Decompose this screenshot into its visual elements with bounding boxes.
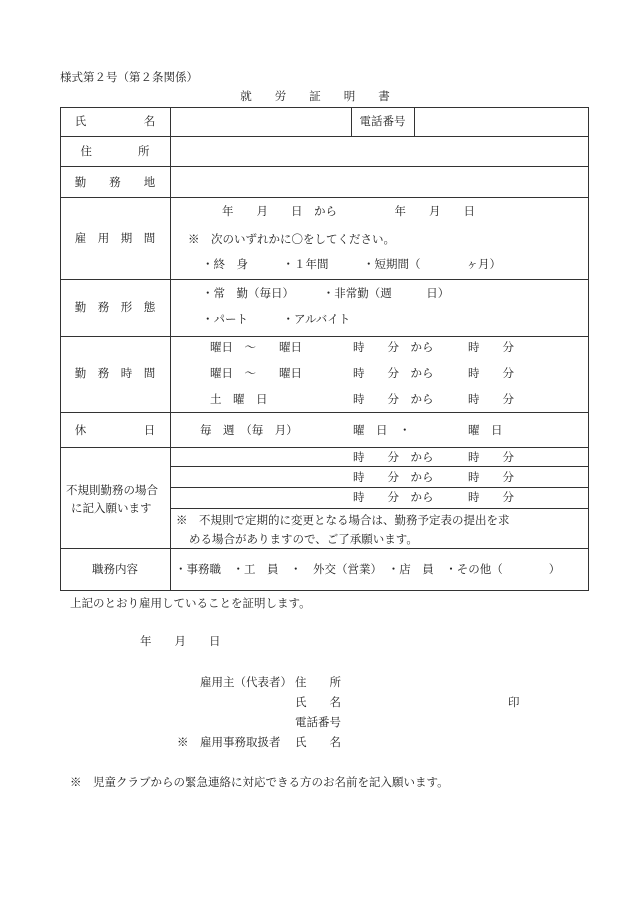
page-title: 就 労 証 明 書 (240, 89, 390, 103)
row-divider (60, 279, 589, 280)
address-label: 住 所 (80, 144, 150, 158)
workplace-label: 勤 務 地 (74, 175, 156, 189)
row-divider (60, 447, 589, 448)
certify-text: 上記のとおり雇用していることを証明します。 (70, 596, 311, 610)
name-field[interactable] (171, 108, 351, 136)
workplace-field[interactable] (171, 167, 588, 197)
phone-label: 電話番号 (359, 114, 406, 128)
seal-mark: 印 (508, 695, 520, 709)
phone-field[interactable] (415, 108, 588, 136)
address-field[interactable] (171, 137, 588, 166)
row-divider (60, 197, 589, 198)
work-type-label: 勤 務 形 態 (74, 300, 156, 314)
handler-name-label: 氏 名 (295, 735, 341, 749)
work-hours-times-1[interactable]: 時 分 から 時 分 (353, 340, 514, 354)
irregular-times-1[interactable]: 時 分 から 時 分 (353, 450, 514, 464)
table-border (60, 590, 589, 591)
irregular-label-line1: 不規則勤務の場合 (66, 483, 158, 497)
holidays-days[interactable]: 曜 日 ・ 曜 日 (353, 423, 503, 437)
row-divider (60, 548, 589, 549)
irregular-times-2[interactable]: 時 分 から 時 分 (353, 470, 514, 484)
work-hours-times-3[interactable]: 時 分 から 時 分 (353, 392, 514, 406)
work-hours-times-2[interactable]: 時 分 から 時 分 (353, 366, 514, 380)
work-hours-days-1[interactable]: 曜日 〜 曜日 (210, 340, 302, 354)
footer-note: ※ 児童クラブからの緊急連絡に対応できる方のお名前を記入願います。 (70, 775, 449, 789)
employer-label: 雇用主（代表者） (200, 675, 292, 689)
employment-period-note: ※ 次のいずれかに〇をしてください。 (188, 232, 395, 246)
row-divider (60, 412, 589, 413)
job-content-label: 職務内容 (92, 562, 138, 576)
irregular-label-line2: に記入願います (71, 501, 152, 515)
work-type-line1[interactable]: ・常 勤（毎日） ・非常勤（週 日） (202, 286, 450, 300)
employment-period-dates[interactable]: 年 月 日 から 年 月 日 (222, 204, 475, 218)
table-border (588, 107, 589, 591)
name-label: 氏 名 (74, 114, 156, 128)
work-hours-days-2[interactable]: 曜日 〜 曜日 (210, 366, 302, 380)
row-divider (170, 466, 589, 467)
irregular-note-line1: ※ 不規則で定期的に変更となる場合は、勤務予定表の提出を求 (176, 513, 510, 527)
employer-address-label: 住 所 (295, 675, 341, 689)
irregular-times-3[interactable]: 時 分 から 時 分 (353, 490, 514, 504)
irregular-note-line2: める場合がありますので、ご了承願います。 (189, 532, 418, 546)
row-divider (170, 487, 589, 488)
work-type-line2[interactable]: ・パート ・アルバイト (202, 312, 351, 326)
holidays-frequency[interactable]: 毎 週 （毎 月） (200, 423, 298, 437)
handler-label: ※ 雇用事務取扱者 (177, 735, 281, 749)
date-line[interactable]: 年 月 日 (140, 634, 221, 648)
employer-name-label: 氏 名 (295, 695, 341, 709)
row-divider (170, 508, 589, 509)
employment-period-options[interactable]: ・終 身 ・１年間 ・短期間（ ヶ月） (202, 257, 501, 271)
job-content-options[interactable]: ・事務職 ・工 員 ・ 外交（営業） ・店 員 ・その他（ ） (175, 562, 561, 576)
row-divider (60, 336, 589, 337)
form-label: 様式第２号（第２条関係） (60, 70, 198, 84)
employment-period-label: 雇 用 期 間 (74, 231, 156, 245)
holidays-label: 休 日 (74, 423, 156, 437)
work-hours-days-3: 土 曜 日 (210, 392, 268, 406)
employer-phone-label: 電話番号 (295, 715, 341, 729)
work-hours-label: 勤 務 時 間 (74, 366, 156, 380)
